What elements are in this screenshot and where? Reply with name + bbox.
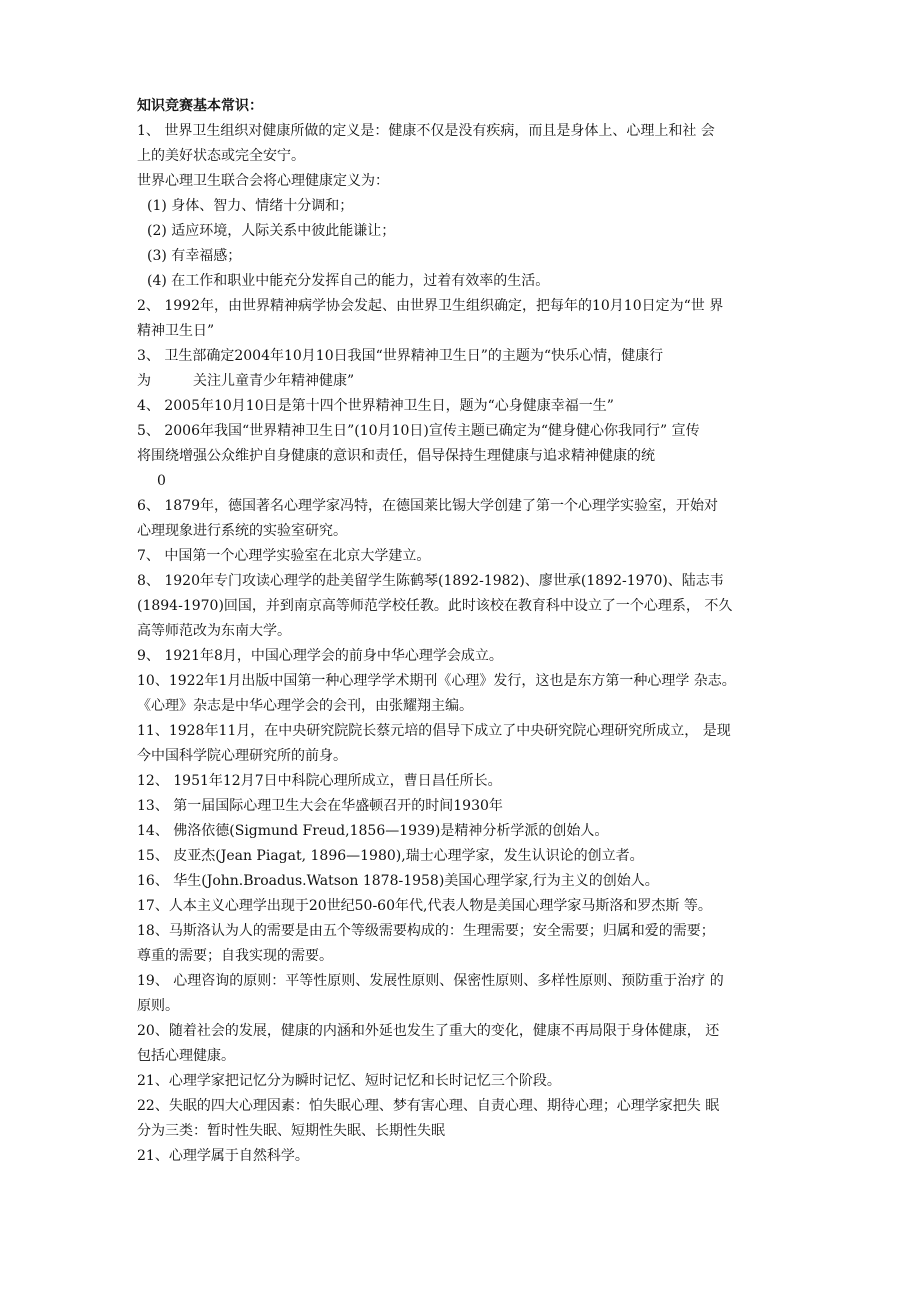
paragraph-line: 13、 第一届国际心理卫生大会在华盛顿召开的时间1930年 bbox=[137, 798, 503, 814]
paragraph-line: 15、 皮亚杰(Jean Piagat, 1896—1980),瑞士心理学家，发生认识论的创立者。 bbox=[137, 848, 644, 864]
paragraph-line: 原则。 bbox=[137, 998, 179, 1014]
paragraph-line: 21、心理学属于自然科学。 bbox=[137, 1148, 309, 1164]
list-item: (2) 适应环境，人际关系中彼此能谦让； bbox=[147, 223, 396, 239]
paragraph-line: 世界心理卫生联合会将心理健康定义为： bbox=[137, 173, 389, 189]
paragraph-line: 0 bbox=[157, 473, 166, 489]
paragraph-line: 高等师范改为东南大学。 bbox=[137, 623, 291, 639]
paragraph-line bbox=[137, 369, 787, 394]
paragraph-line: 14、 佛洛依德(Sigmund Freud,1856—1939)是精神分析学派的创始人。 bbox=[137, 823, 609, 839]
paragraph-line: 12、 1951年12月7日中科院心理所成立，曹日昌任所长。 bbox=[137, 773, 502, 789]
paragraph-line: 精神卫生日” bbox=[137, 323, 215, 339]
paragraph-line: 2、 1992年，由世界精神病学协会发起、由世界卫生组织确定，把每年的10月10日定为“世 界 bbox=[137, 298, 724, 314]
paragraph-line: 16、 华生(John.Broadus.Watson 1878-1958)美国心理学家,行为主义的创始人。 bbox=[137, 873, 659, 889]
paragraph-line: 8、 1920年专门攻读心理学的赴美留学生陈鹤琴(1892-1982)、廖世承(1892-1970)、陆志韦 bbox=[137, 573, 724, 589]
paragraph-line: 21、心理学家把记忆分为瞬时记忆、短时记忆和长时记忆三个阶段。 bbox=[137, 1073, 561, 1089]
document-title: 知识竞赛基本常识： bbox=[137, 98, 263, 114]
paragraph-line: 19、 心理咨询的原则：平等性原则、发展性原则、保密性原则、多样性原则、预防重于治疗 的 bbox=[137, 973, 724, 989]
paragraph-line: 11、1928年11月，在中央研究院院长蔡元培的倡导下成立了中央研究院心理研究所成立， 是现 bbox=[137, 723, 731, 739]
list-item: (4) 在工作和职业中能充分发挥自己的能力，过着有效率的生活。 bbox=[147, 273, 550, 289]
document-body bbox=[137, 94, 787, 1169]
paragraph-line: 尊重的需要；自我实现的需要。 bbox=[137, 948, 333, 964]
paragraph-line: 4、 2005年10月10日是第十四个世界精神卫生日，题为“心身健康幸福一生” bbox=[137, 398, 614, 414]
paragraph-line: 上的美好状态或完全安宁。 bbox=[137, 148, 305, 164]
list-item: (3) 有幸福感； bbox=[147, 248, 242, 264]
paragraph-line: 18、马斯洛认为人的需要是由五个等级需要构成的：生理需要；安全需要；归属和爱的需要； bbox=[137, 923, 715, 939]
paragraph-fragment: 关注儿童青少年精神健康” bbox=[193, 373, 355, 389]
list-item: (1) 身体、智力、情绪十分调和； bbox=[147, 198, 354, 214]
paragraph-line: 1、 世界卫生组织对健康所做的定义是：健康不仅是没有疾病，而且是身体上、心理上和社 会 bbox=[137, 123, 715, 139]
paragraph-line: 今中国科学院心理研究所的前身。 bbox=[137, 748, 347, 764]
paragraph-line: 9、 1921年8月，中国心理学会的前身中华心理学会成立。 bbox=[137, 648, 503, 664]
paragraph-line: 《心理》杂志是中华心理学会的会刊，由张耀翔主编。 bbox=[137, 698, 473, 714]
paragraph-line: 包括心理健康。 bbox=[137, 1048, 235, 1064]
paragraph-fragment: 为 bbox=[137, 373, 151, 389]
paragraph-line: 6、 1879年，德国著名心理学家冯特，在德国莱比锡大学创建了第一个心理学实验室，开始对 bbox=[137, 498, 718, 514]
paragraph-line: 将围绕增强公众维护自身健康的意识和责任，倡导保持生理健康与追求精神健康的统 bbox=[137, 448, 655, 464]
paragraph-line: 20、随着社会的发展，健康的内涵和外延也发生了重大的变化，健康不再局限于身体健康， 还 bbox=[137, 1023, 720, 1039]
paragraph-line: (1894-1970)回国，并到南京高等师范学校任教。此时该校在教育科中设立了一个心理系， 不久 bbox=[137, 598, 733, 614]
paragraph-line: 10、1922年1月出版中国第一种心理学学术期刊《心理》发行，这也是东方第一种心理学 杂志。 bbox=[137, 673, 736, 689]
paragraph-line: 心理现象进行系统的实验室研究。 bbox=[137, 523, 347, 539]
paragraph-line: 5、 2006年我国“世界精神卫生日”(10月10日)宣传主题已确定为“健身健心你我同行” 宣传 bbox=[137, 423, 700, 439]
paragraph-line: 分为三类：暂时性失眠、短期性失眠、长期性失眠 bbox=[137, 1123, 445, 1139]
paragraph-line: 22、失眠的四大心理因素：怕失眠心理、梦有害心理、自责心理、期待心理；心理学家把失 眠 bbox=[137, 1098, 720, 1114]
paragraph-line: 7、 中国第一个心理学实验室在北京大学建立。 bbox=[137, 548, 431, 564]
paragraph-line: 17、人本主义心理学出现于20世纪50-60年代,代表人物是美国心理学家马斯洛和罗杰斯 等。 bbox=[137, 898, 712, 914]
paragraph-line: 3、 卫生部确定2004年10月10日我国“世界精神卫生日”的主题为“快乐心情，健康行 bbox=[137, 348, 664, 364]
